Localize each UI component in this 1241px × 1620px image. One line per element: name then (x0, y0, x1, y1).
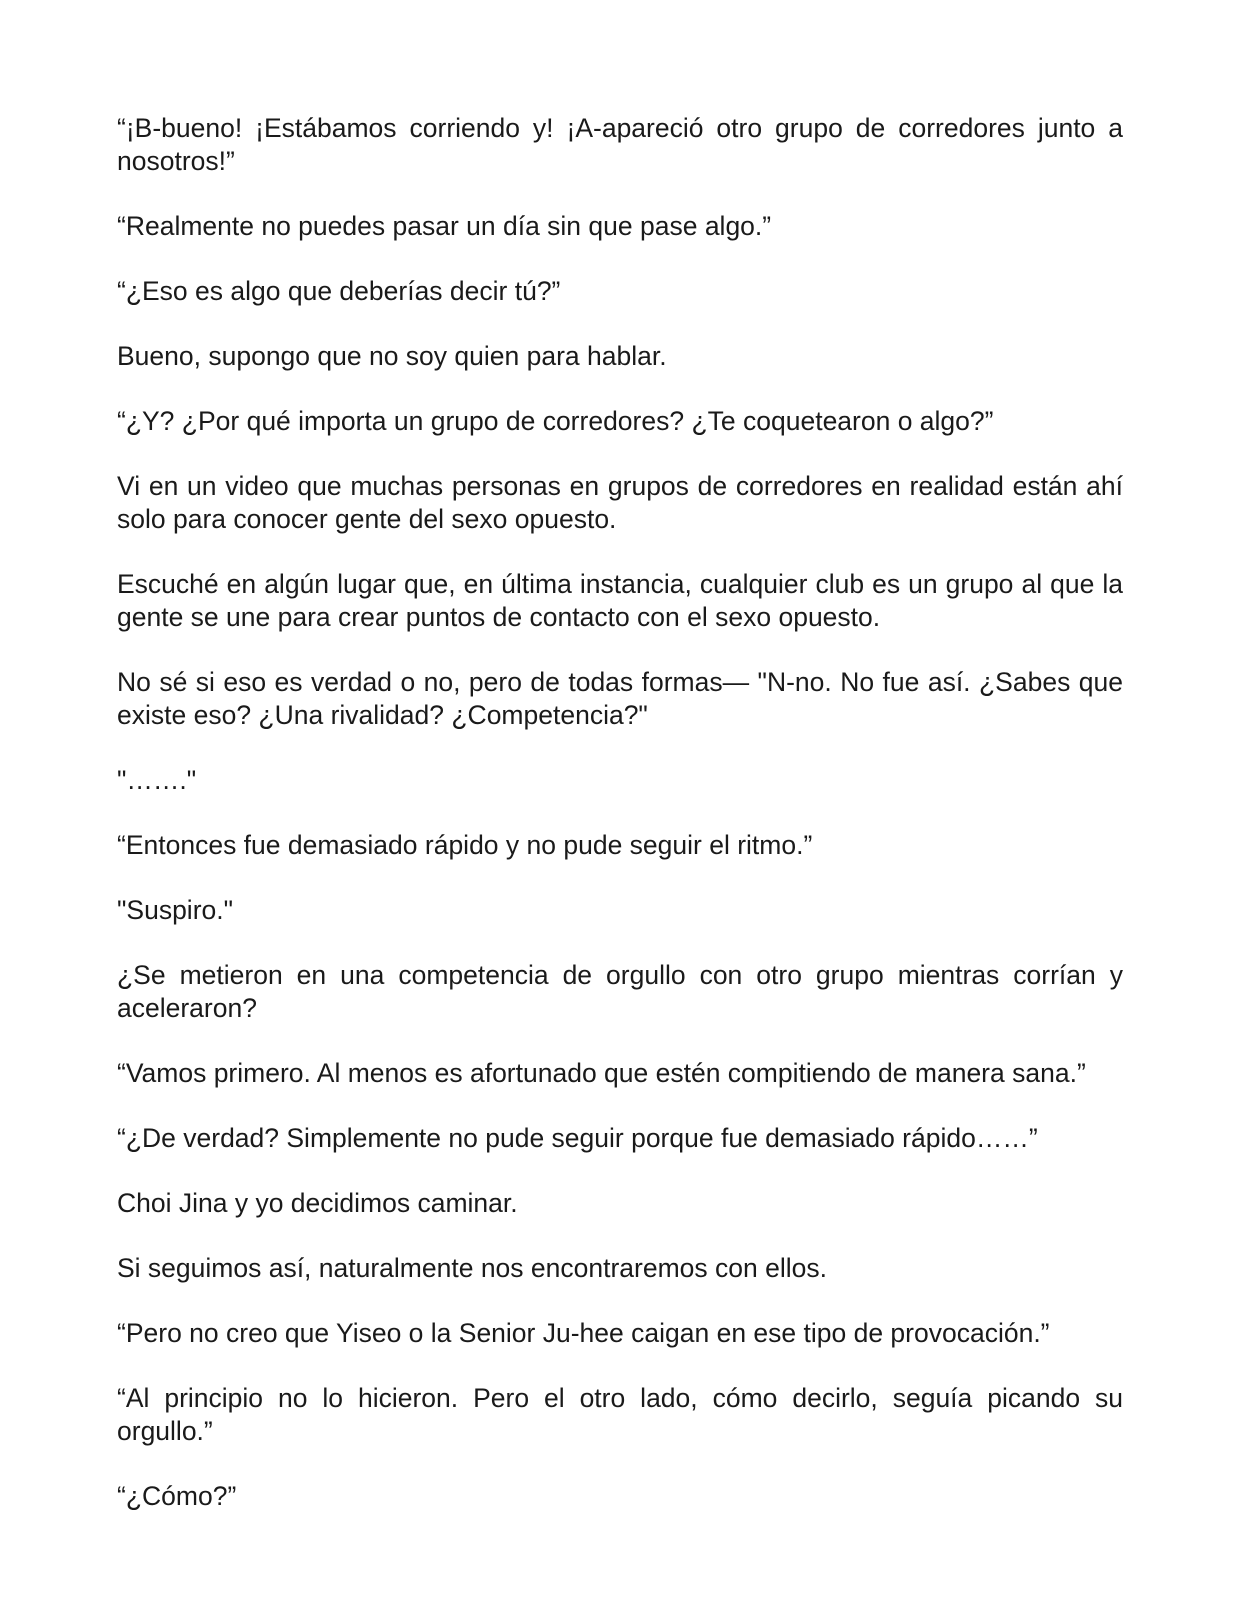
paragraph-2: “Realmente no puedes pasar un día sin que pase algo.” (117, 211, 772, 241)
paragraph-5: “¿Y? ¿Por qué importa un grupo de corredores? ¿Te coquetearon o algo?” (117, 406, 994, 436)
paragraph-13: “Vamos primero. Al menos es afortunado que estén compitiendo de manera sana.” (117, 1058, 1086, 1088)
paragraph-19: “¿Cómo?” (117, 1481, 237, 1511)
paragraph-10: “Entonces fue demasiado rápido y no pude seguir el ritmo.” (117, 830, 813, 860)
paragraph-8: No sé si eso es verdad o no, pero de todas formas— "N-no. No fue así. ¿Sabes que existe eso? ¿Una rivalidad? ¿Competencia?" (117, 667, 1123, 730)
paragraph-17: “Pero no creo que Yiseo o la Senior Ju-hee caigan en ese tipo de provocación.” (117, 1318, 1050, 1348)
paragraph-1: “¡B-bueno! ¡Estábamos corriendo y! ¡A-apareció otro grupo de corredores junto a nosotros!” (117, 113, 1123, 176)
paragraph-16: Si seguimos así, naturalmente nos encontraremos con ellos. (117, 1253, 827, 1283)
paragraph-12: ¿Se metieron en una competencia de orgullo con otro grupo mientras corrían y aceleraron? (117, 960, 1123, 1023)
paragraph-3: “¿Eso es algo que deberías decir tú?” (117, 276, 561, 306)
paragraph-18: “Al principio no lo hicieron. Pero el otro lado, cómo decirlo, seguía picando su orgullo.” (117, 1383, 1123, 1446)
paragraph-14: “¿De verdad? Simplemente no pude seguir porque fue demasiado rápido……” (117, 1123, 1038, 1153)
paragraph-6: Vi en un video que muchas personas en grupos de corredores en realidad están ahí solo para conocer gente del sexo opuesto. (117, 471, 1123, 534)
paragraph-4: Bueno, supongo que no soy quien para hablar. (117, 341, 667, 371)
paragraph-15: Choi Jina y yo decidimos caminar. (117, 1188, 518, 1218)
paragraph-9: "……." (117, 765, 197, 795)
paragraph-11: "Suspiro." (117, 895, 234, 925)
paragraph-7: Escuché en algún lugar que, en última instancia, cualquier club es un grupo al que la gente se une para crear puntos de contacto con el sexo opuesto. (117, 569, 1123, 632)
document-page (117, 112, 1123, 1545)
